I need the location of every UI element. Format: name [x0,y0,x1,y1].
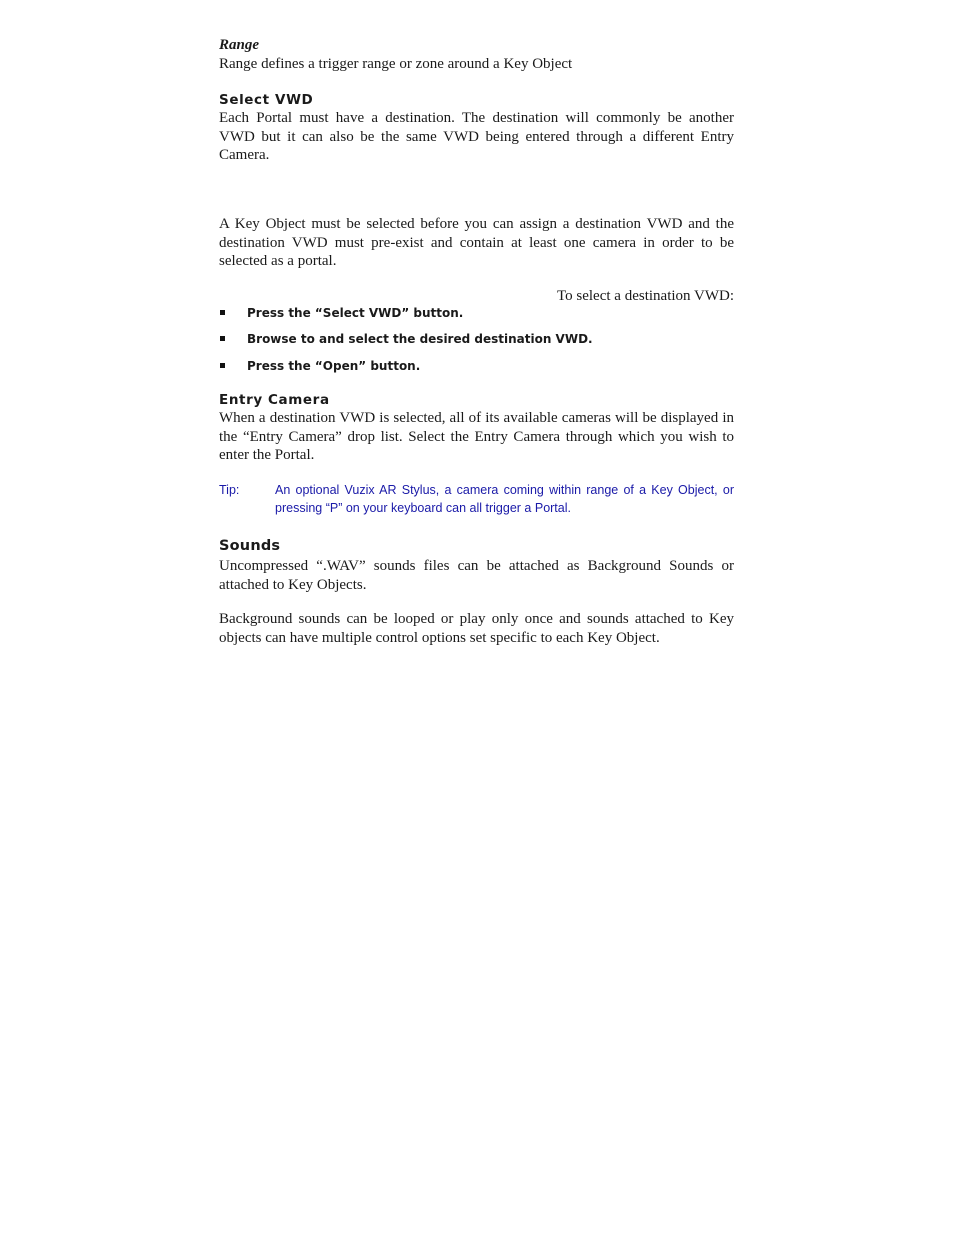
step-text: Browse to and select the desired destination VWD. [247,332,593,346]
step-item [219,306,734,320]
range-title: Range [219,37,260,53]
select-vwd-paragraph-1: Each Portal must have a destination. The destination will commonly be another VWD but it can also be the same VWD being entered through a different Entry Camera. [219,110,734,163]
bullet-icon [220,363,225,368]
tip-label: Tip: [219,483,240,497]
bullet-icon [220,310,225,315]
range-body: Range defines a trigger range or zone around a Key Object [219,56,573,72]
step-item [219,359,734,373]
tip-text: An optional Vuzix AR Stylus, a camera coming within range of a Key Object, or pressing “P” on your keyboard can all trigger a Portal. [275,483,734,515]
sounds-paragraph-1: Uncompressed “.WAV” sounds files can be attached as Background Sounds or attached to Key Objects. [219,558,734,593]
entry-camera-heading: Entry Camera [219,392,330,408]
step-text: Press the “Select VWD” button. [247,306,464,320]
select-vwd-paragraph-2: A Key Object must be selected before you can assign a destination VWD and the destination VWD must pre-exist and contain at least one camera in order to be selected as a portal. [219,216,734,269]
step-item [219,332,734,346]
select-vwd-steps [219,306,734,373]
tip-note [219,481,734,517]
step-text: Press the “Open” button. [247,359,421,373]
entry-camera-body: When a destination VWD is selected, all of its available cameras will be displayed in the “Entry Camera” drop list. Select the Entry Camera through which you wish to enter the Portal. [219,410,734,463]
bullet-icon [220,336,225,341]
select-vwd-heading: Select VWD [219,92,314,108]
sounds-heading: Sounds [219,538,281,554]
select-vwd-instruction: To select a destination VWD: [557,288,734,304]
sounds-paragraph-2: Background sounds can be looped or play only once and sounds attached to Key objects can have multiple control options set specific to each Key Object. [219,611,734,646]
